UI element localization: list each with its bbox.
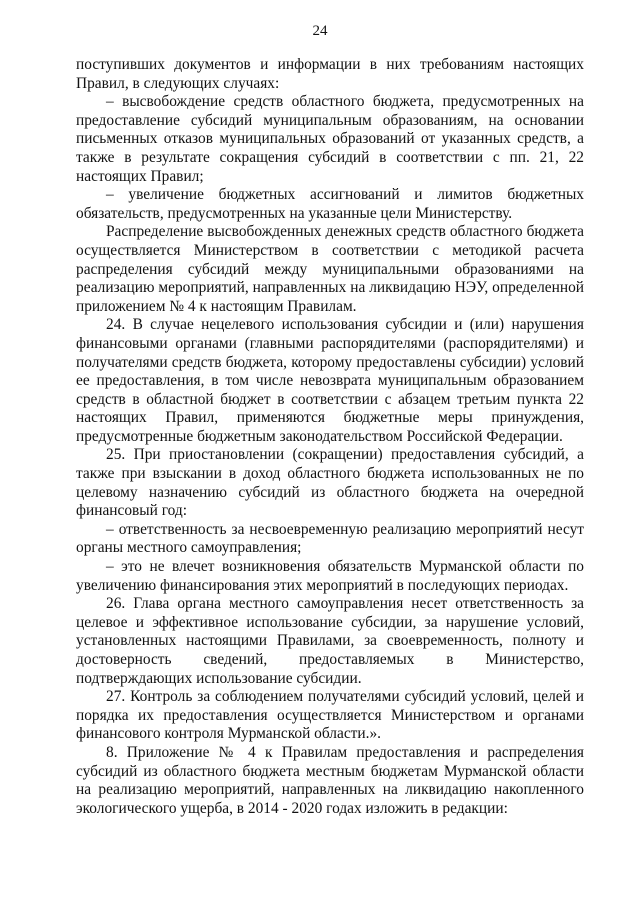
paragraph-item-26: 26. Глава органа местного самоуправления несет ответственность за целевое и эффективное использование субсидии, за нарушение условий, установленных настоящими Правилами, за своевременность, полноту и достоверность сведений, предоставляемых в Министерство, подтверждающих использование субсидии. [76, 595, 584, 687]
paragraph-list-item-responsibility: – ответственность за несвоевременную реализацию мероприятий несут органы местного самоуправления; [76, 520, 584, 557]
paragraph-item-24: 24. В случае нецелевого использования субсидии и (или) нарушения финансовыми органами (главными распорядителями (распорядителями) и получателями средств бюджета, которому предоставлены субсидии) условий ее предоставления, в том числе невозврата муниципальным образованием средств в областной бюджет в соответствии с абзацем третьим пункта 22 настоящих Правил, применяются бюджетные меры принуждения, предусмотренные бюджетным законодательством Российской Федерации. [76, 316, 584, 445]
paragraph-item-25: 25. При приостановлении (сокращении) предоставления субсидий, а также при взыскании в доход областного бюджета использованных не по целевому назначению субсидий из областного бюджета на очередной финансовый год: [76, 446, 584, 520]
paragraph-list-item-release-funds: – высвобождение средств областного бюджета, предусмотренных на предоставление субсидий муниципальным образованиям, на основании письменных отказов муниципальных образований от указанных средств, а также в результате сокращения субсидий в соответствии с пп. 21, 22 настоящих Правил; [76, 93, 584, 185]
paragraph-item-8: 8. Приложение № 4 к Правилам предоставления и распределения субсидий из областного бюджета местным бюджетам Мурманской области на реализацию мероприятий, направленных на ликвидацию накопленного экологического ущерба, в 2014 - 2020 годах изложить в редакции: [76, 743, 584, 817]
document-body [76, 56, 584, 818]
paragraph-continuation: поступивших документов и информации в них требованиям настоящих Правил, в следующих случаях: [76, 56, 584, 92]
paragraph-list-item-increase-allocations: – увеличение бюджетных ассигнований и лимитов бюджетных обязательств, предусмотренных на указанные цели Министерству. [76, 186, 584, 222]
paragraph-list-item-no-obligations: – это не влечет возникновения обязательств Мурманской области по увеличению финансирования этих мероприятий в последующих периодах. [76, 558, 584, 594]
page-number: 24 [312, 23, 328, 39]
paragraph-item-27: 27. Контроль за соблюдением получателями субсидий условий, целей и порядка их предоставления осуществляется Министерством и органами финансового контроля Мурманской области.». [76, 688, 584, 743]
paragraph-distribution: Распределение высвобожденных денежных средств областного бюджета осуществляется Министерством в соответствии с методикой расчета распределения субсидий между муниципальными образованиями на реализацию мероприятий, направленных на ликвидацию НЭУ, определенной приложением № 4 к настоящим Правилам. [76, 223, 584, 315]
